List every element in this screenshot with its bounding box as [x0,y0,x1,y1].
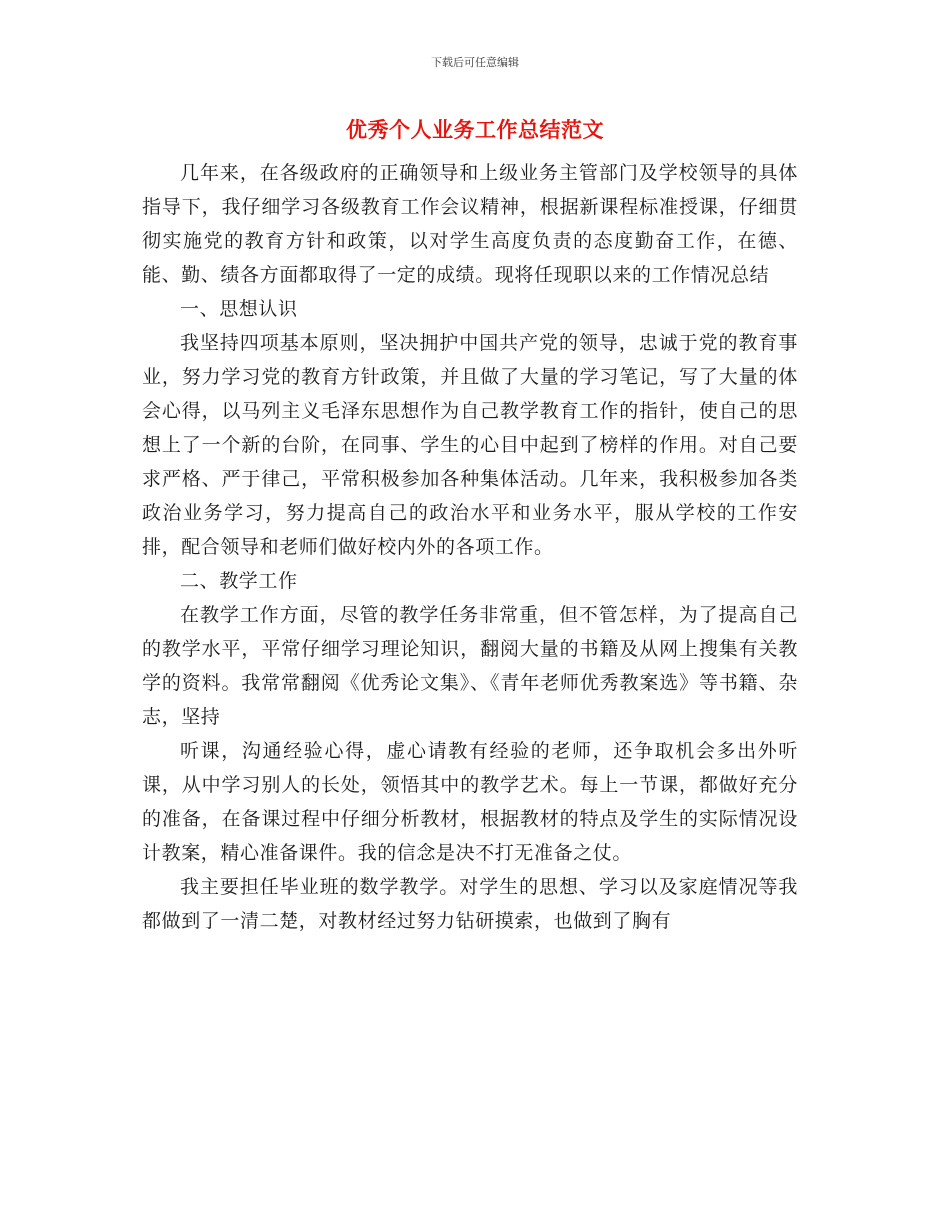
paragraph-teaching-3: 我主要担任毕业班的数学教学。对学生的思想、学习以及家庭情况等我都做到了一清二楚，对教材经过努力钻研摸索，也做到了胸有 [142,876,798,932]
section-heading-ideology: 一、思想认识 [180,298,298,320]
paragraph-teaching-2: 听课，沟通经验心得，虚心请教有经验的老师，还争取机会多出外听课，从中学习别人的长处，领悟其中的教学艺术。每上一节课，都做好充分的准备，在备课过程中仔细分析教材，根据教材的特点及学生的实际情况设计教案，精心准备课件。我的信念是决不打无准备之仗。 [142,740,798,864]
paragraph-intro: 几年来，在各级政府的正确领导和上级业务主管部门及学校领导的具体指导下，我仔细学习各级教育工作会议精神，根据新课程标准授课，仔细贯彻实施党的教育方针和政策，以对学生高度负责的态度勤奋工作，在德、能、勤、绩各方面都取得了一定的成绩。现将任现职以来的工作情况总结 [142,162,798,286]
section-heading-teaching: 二、教学工作 [180,570,298,592]
paragraph-teaching-1: 在教学工作方面，尽管的教学任务非常重，但不管怎样，为了提高自己的教学水平，平常仔细学习理论知识，翻阅大量的书籍及从网上搜集有关教学的资料。我常常翻阅《优秀论文集》、《青年老师优秀教案选》等书籍、杂志，坚持 [142,604,798,728]
document-body [142,156,798,938]
paragraph-ideology: 我坚持四项基本原则，坚决拥护中国共产党的领导，忠诚于党的教育事业，努力学习党的教育方针政策，并且做了大量的学习笔记，写了大量的体会心得，以马列主义毛泽东思想作为自己教学教育工作的指针，使自己的思想上了一个新的台阶，在同事、学生的心目中起到了榜样的作用。对自己要求严格、严于律己，平常积极参加各种集体活动。几年来，我积极参加各类政治业务学习，努力提高自己的政治水平和业务水平，服从学校的工作安排，配合领导和老师们做好校内外的各项工作。 [142,332,798,558]
header-note: 下载后可任意编辑 [431,56,519,69]
document-title: 优秀个人业务工作总结范文 [346,118,604,142]
